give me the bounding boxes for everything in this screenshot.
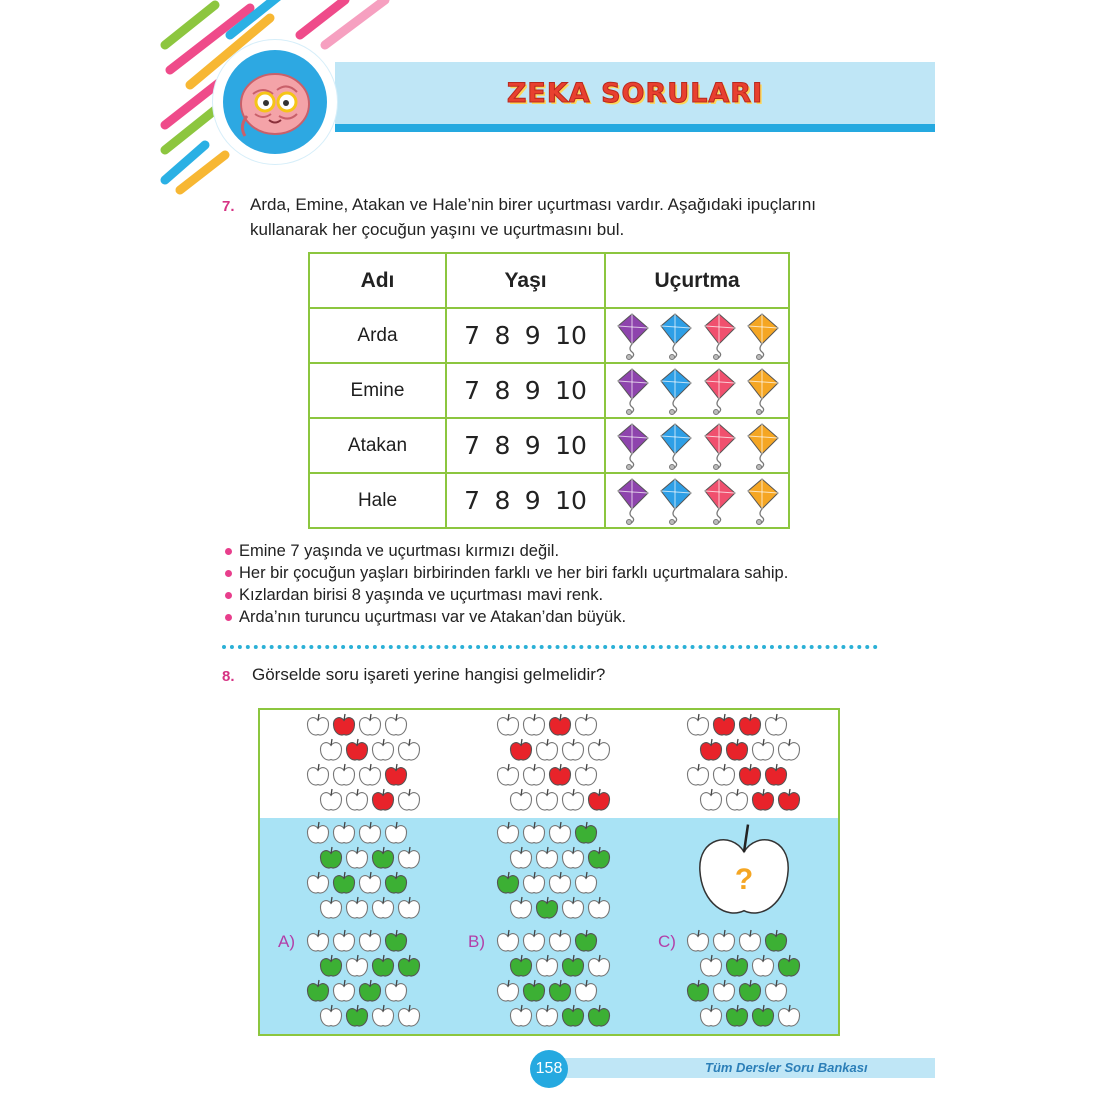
brain-mascot [213,40,337,164]
apple-puzzle [258,708,840,1036]
apple-icon [549,764,570,785]
age-options [447,376,604,405]
age-option[interactable]: 7 [464,486,481,515]
age-option[interactable]: 7 [464,431,481,460]
apple-icon [320,739,341,760]
apple-icon [687,714,708,735]
age-option[interactable]: 8 [494,376,511,405]
age-options [447,321,604,350]
kite-icon[interactable] [699,477,739,525]
apple-icon [320,897,341,918]
apple-icon [320,847,341,868]
apple-icon [575,980,596,1001]
apple-icon [536,739,557,760]
apple-icon [398,789,419,810]
clue-item [225,606,788,628]
apple-icon [713,930,734,951]
question-8-number: 8. [222,668,235,685]
apple-icon [333,980,354,1001]
clue-text: Her bir çocuğun yaşları birbirinden farklı ve her biri farklı uçurtmalara sahip. [239,564,789,582]
apple-icon [372,897,393,918]
apple-icon [346,739,367,760]
apple-icon [385,822,406,843]
age-option[interactable]: 7 [464,376,481,405]
apple-icon [752,955,773,976]
age-option[interactable]: 9 [524,431,541,460]
apple-icon [536,1005,557,1026]
question-7-line-2: kullanarak her çocuğun yaşını ve uçurtmasını bul. [250,220,625,239]
bullet-icon [225,614,232,621]
apple-icon [497,930,518,951]
section-divider [222,645,878,649]
apple-icon [510,1005,531,1026]
apple-icon [385,764,406,785]
apple-icon [778,789,799,810]
apple-icon [700,955,721,976]
apple-icon [497,714,518,735]
apple-icon [549,930,570,951]
table-row [309,473,789,528]
apple-icon [359,714,380,735]
apple-icon [575,714,596,735]
apple-icon [765,930,786,951]
apple-icon [333,822,354,843]
question-8-text: Görselde soru işareti yerine hangisi gelmelidir? [252,665,606,684]
child-name: Arda [309,308,446,363]
apple-icon [739,980,760,1001]
apple-icon [385,714,406,735]
apple-icon [562,955,583,976]
question-7-text [250,192,816,242]
apple-icon [359,764,380,785]
apple-icon [497,980,518,1001]
apple-icon [333,764,354,785]
apple-icon [700,1005,721,1026]
apple-icon [523,980,544,1001]
apple-icon [726,789,747,810]
header-kite: Uçurtma [605,253,789,308]
apple-icon [398,1005,419,1026]
kite-options [606,422,788,470]
kite-icon[interactable] [612,422,652,470]
header-age: Yaşı [446,253,605,308]
bullet-icon [225,592,232,599]
apple-icon [510,789,531,810]
age-option[interactable]: 10 [555,321,587,350]
apple-icon [562,789,583,810]
kite-icon[interactable] [699,367,739,415]
age-option[interactable]: 10 [555,376,587,405]
apple-icon [778,739,799,760]
clue-text: Kızlardan birisi 8 yaşında ve uçurtması mavi renk. [239,586,604,604]
kite-icon[interactable] [742,312,782,360]
apple-icon [346,1005,367,1026]
kite-icon[interactable] [699,422,739,470]
bullet-icon [225,548,232,555]
apple-icon [372,847,393,868]
apple-icon [687,930,708,951]
apple-icon [398,847,419,868]
age-option[interactable]: 9 [524,321,541,350]
kite-icon[interactable] [655,422,695,470]
apple-icon [562,739,583,760]
apple-icon [523,872,544,893]
kite-icon[interactable] [612,312,652,360]
kite-options [606,367,788,415]
apple-icon [333,872,354,893]
kite-icon[interactable] [742,367,782,415]
apple-icon [398,955,419,976]
apple-icon [346,847,367,868]
apple-icon [320,1005,341,1026]
apple-icon [333,930,354,951]
apple-icon [562,897,583,918]
apple-icon [588,739,609,760]
apple-grid-canvas [260,710,840,1036]
apple-icon [307,980,328,1001]
apple-icon [385,980,406,1001]
apple-icon [713,980,734,1001]
apple-icon [346,955,367,976]
clue-item [225,540,788,562]
apple-icon [575,872,596,893]
apple-icon [752,739,773,760]
apple-icon [739,764,760,785]
apple-icon [346,897,367,918]
apple-icon [523,714,544,735]
age-option[interactable]: 10 [555,431,587,460]
option-a-label[interactable]: A) [278,932,295,951]
header-underline [335,124,935,132]
apple-icon [523,930,544,951]
apple-icon [398,739,419,760]
footer-title: Tüm Dersler Soru Bankası [705,1060,868,1075]
kite-icon[interactable] [612,477,652,525]
age-option[interactable]: 7 [464,321,481,350]
apple-icon [588,897,609,918]
kite-options [606,477,788,525]
clue-list [225,540,788,628]
bullet-icon [225,570,232,577]
apple-icon [549,872,570,893]
kite-icon[interactable] [655,477,695,525]
clue-item [225,584,788,606]
kite-icon[interactable] [742,477,782,525]
table-row [309,308,789,363]
kite-age-table [308,252,790,529]
apple-icon [307,930,328,951]
apple-icon [575,822,596,843]
apple-icon [372,739,393,760]
apple-icon [739,714,760,735]
child-name: Emine [309,363,446,418]
apple-icon [726,955,747,976]
header-name: Adı [309,253,446,308]
apple-icon [346,789,367,810]
apple-icon [713,714,734,735]
apple-icon [359,872,380,893]
age-option[interactable]: 9 [524,376,541,405]
apple-icon [713,764,734,785]
apple-icon [523,764,544,785]
apple-icon [307,764,328,785]
age-option[interactable]: 8 [494,486,511,515]
apple-icon [372,955,393,976]
child-name: Hale [309,473,446,528]
apple-icon [588,1005,609,1026]
apple-icon [575,930,596,951]
apple-icon [765,714,786,735]
apple-icon [765,764,786,785]
apple-icon [588,955,609,976]
apple-icon [510,739,531,760]
apple-icon [536,897,557,918]
apple-icon [549,822,570,843]
apple-icon [765,980,786,1001]
apple-icon [359,822,380,843]
apple-icon [588,789,609,810]
age-option[interactable]: 10 [555,486,587,515]
apple-icon [320,789,341,810]
apple-icon [510,955,531,976]
kite-icon[interactable] [612,367,652,415]
apple-icon [497,872,518,893]
kite-icon[interactable] [742,422,782,470]
age-options [447,486,604,515]
age-option[interactable]: 9 [524,486,541,515]
question-7-line-1: Arda, Emine, Atakan ve Hale’nin birer uçurtması vardır. Aşağıdaki ipuçlarını [250,195,816,214]
age-options [447,431,604,460]
question-mark: ? [734,863,754,896]
kite-icon[interactable] [655,367,695,415]
apple-icon [385,872,406,893]
apple-icon [307,822,328,843]
age-option[interactable]: 8 [494,321,511,350]
apple-icon [687,980,708,1001]
apple-icon [372,789,393,810]
apple-icon [778,955,799,976]
kite-icon[interactable] [655,312,695,360]
apple-icon [752,1005,773,1026]
apple-icon [726,1005,747,1026]
apple-icon [385,930,406,951]
apple-icon [726,739,747,760]
age-option[interactable]: 8 [494,431,511,460]
page-title: ZEKA SORULARI [506,77,764,109]
apple-icon [778,1005,799,1026]
apple-icon [359,980,380,1001]
question-7-number: 7. [222,198,235,215]
child-name: Atakan [309,418,446,473]
apple-icon [700,739,721,760]
table-row [309,418,789,473]
apple-icon [536,789,557,810]
apple-icon [575,764,596,785]
apple-icon [687,764,708,785]
kite-icon[interactable] [699,312,739,360]
apple-icon [536,955,557,976]
apple-icon [510,847,531,868]
option-c-label[interactable]: C) [658,932,676,951]
apple-icon [398,897,419,918]
clue-text: Emine 7 yaşında ve uçurtması kırmızı değil. [239,542,560,560]
apple-icon [333,714,354,735]
clue-text: Arda’nın turuncu uçurtması var ve Atakan’dan büyük. [239,608,627,626]
apple-icon [549,714,570,735]
clue-item [225,562,788,584]
apple-icon [536,847,557,868]
apple-icon [510,897,531,918]
apple-icon [752,789,773,810]
apple-icon [372,1005,393,1026]
option-b-label[interactable]: B) [468,932,485,951]
apple-icon [497,822,518,843]
page-number: 158 [530,1050,568,1088]
brain-mascot-icon [223,50,327,154]
apple-icon [359,930,380,951]
apple-icon [588,847,609,868]
apple-icon [562,847,583,868]
table-row [309,363,789,418]
table-header-row [309,253,789,308]
apple-icon [497,764,518,785]
apple-icon [320,955,341,976]
apple-icon [700,789,721,810]
apple-icon [739,930,760,951]
apple-icon [307,714,328,735]
apple-icon [549,980,570,1001]
apple-icon [523,822,544,843]
kite-options [606,312,788,360]
apple-icon [307,872,328,893]
apple-icon [562,1005,583,1026]
